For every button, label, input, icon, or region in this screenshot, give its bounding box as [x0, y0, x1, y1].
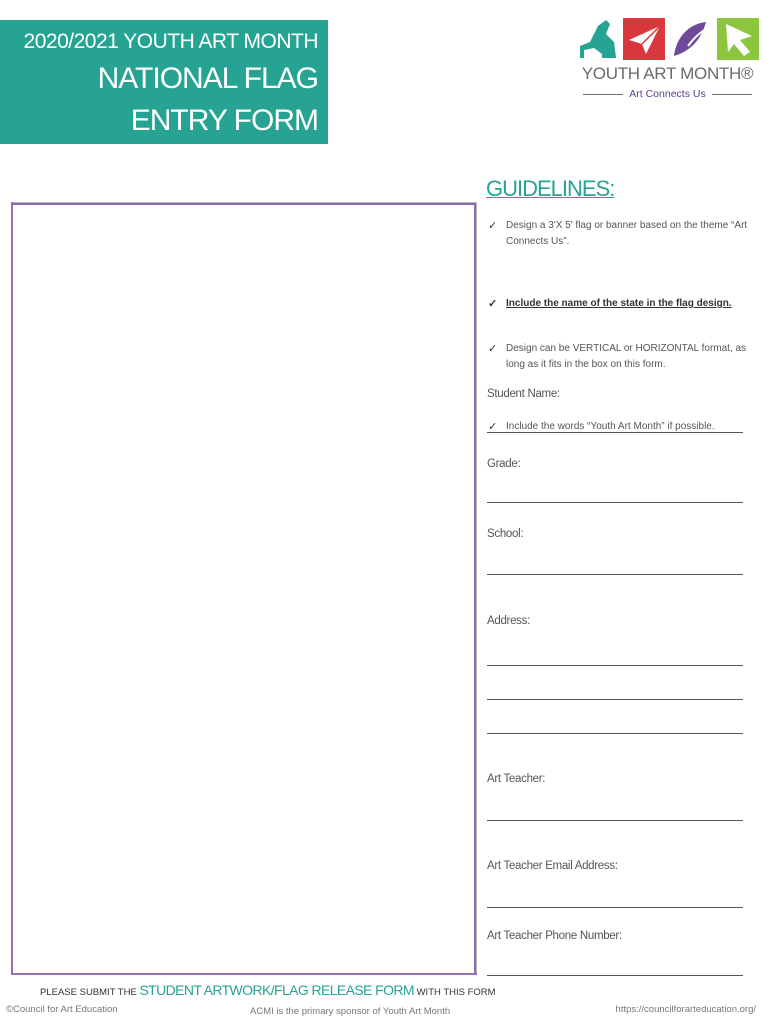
guideline-item [488, 296, 758, 312]
guideline-text: Design a 3'X 5' flag or banner based on the theme “Art Connects Us”. [506, 220, 748, 247]
youth-art-month-logo [570, 18, 765, 108]
cursor-arrow-icon [717, 18, 759, 60]
release-form-link[interactable]: STUDENT ARTWORK/FLAG RELEASE FORM [139, 982, 414, 998]
logo-title: YOUTH ART MONTH® [581, 64, 754, 83]
guideline-item [488, 341, 758, 373]
sponsor-text: ACMI is the primary sponsor of Youth Art Month [250, 1006, 451, 1017]
boot-icon [576, 18, 618, 60]
student-name-field[interactable] [487, 432, 743, 433]
submit-prefix: PLEASE SUBMIT THE [40, 987, 140, 998]
guidelines-heading: GUIDELINES: [486, 176, 615, 201]
guideline-text: Design can be VERTICAL or HORIZONTAL format, as long as it fits in the box on this form. [506, 343, 747, 370]
address-field-line1[interactable] [487, 665, 743, 666]
header-banner [0, 20, 328, 144]
grade-label: Grade: [487, 458, 521, 470]
teacher-phone-field[interactable] [487, 975, 743, 976]
header-year-title: 2020/2021 YOUTH ART MONTH [23, 30, 318, 53]
logo-tagline [570, 88, 765, 100]
copyright-text: ©Council for Art Education [6, 1004, 118, 1015]
school-label: School: [487, 528, 524, 540]
art-teacher-label: Art Teacher: [487, 773, 546, 785]
teacher-email-label: Art Teacher Email Address: [487, 860, 618, 872]
address-field-line3[interactable] [487, 733, 743, 734]
checkmark-icon: ✓ [488, 220, 498, 232]
school-field[interactable] [487, 574, 743, 575]
address-label: Address: [487, 615, 530, 627]
guideline-item [488, 218, 758, 250]
checkmark-icon: ✓ [488, 421, 498, 433]
submit-instruction [40, 982, 496, 998]
grade-field[interactable] [487, 502, 743, 503]
header-main-title: NATIONAL FLAG [97, 62, 318, 95]
art-teacher-field[interactable] [487, 820, 743, 821]
guideline-text: Include the words “Youth Art Month” if possible. [506, 421, 715, 432]
checkmark-icon: ✓ [488, 298, 498, 310]
teacher-email-field[interactable] [487, 907, 743, 908]
student-name-label: Student Name: [487, 388, 560, 400]
website-link[interactable]: https://councilforarteducation.org/ [615, 1004, 756, 1015]
guideline-text: Include the name of the state in the flag design. [506, 298, 732, 309]
logo-tiles [576, 18, 761, 62]
submit-suffix: WITH THIS FORM [413, 987, 496, 998]
checkmark-icon: ✓ [488, 343, 498, 355]
teacher-phone-label: Art Teacher Phone Number: [487, 930, 622, 942]
artwork-drawing-area[interactable] [11, 202, 477, 974]
paper-airplane-icon [623, 18, 665, 60]
header-subtitle: ENTRY FORM [130, 104, 318, 137]
address-field-line2[interactable] [487, 699, 743, 700]
brush-stroke-icon [670, 18, 712, 60]
logo-tagline-text: Art Connects Us [629, 88, 706, 100]
